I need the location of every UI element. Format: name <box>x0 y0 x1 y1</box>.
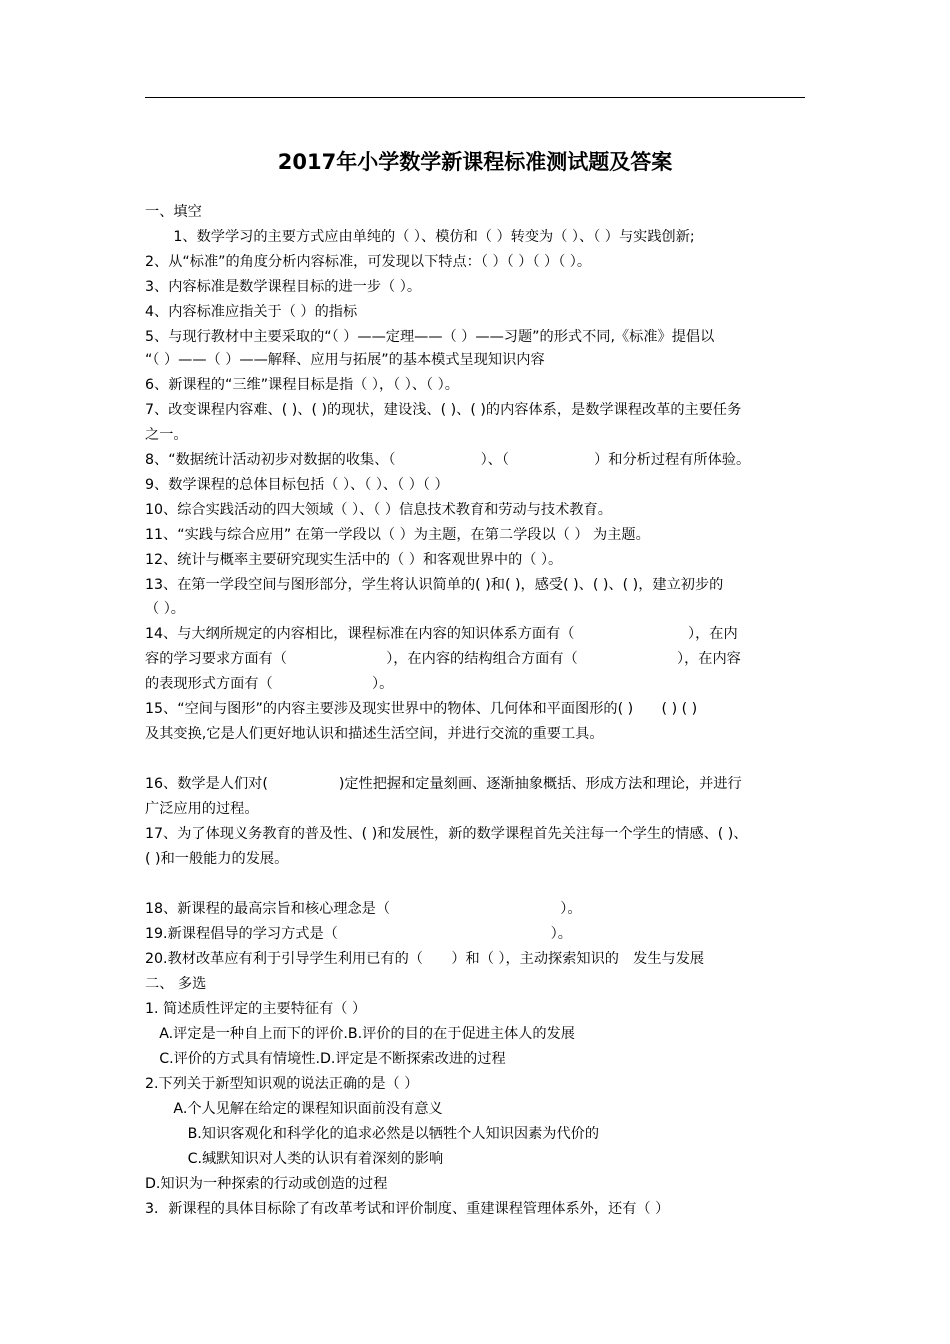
question-9: 9、数学课程的总体目标包括（ ）、（ ）、（ ）（ ） <box>145 477 449 493</box>
question-16-cont: 广泛应用的过程。 <box>145 801 259 817</box>
question-16: 16、数学是人们对( )定性把握和定量刻画、逐渐抽象概括、形成方法和理论，并进行 <box>145 776 742 792</box>
header-rule <box>145 97 805 98</box>
mc-1-options-cd: C.评价的方式具有情境性.D.评定是不断探索改进的过程 <box>145 1051 506 1067</box>
question-17-cont: ( )和一般能力的发展。 <box>145 851 289 867</box>
question-15-cont: 及其变换,它是人们更好地认识和描述生活空间，并进行交流的重要工具。 <box>145 726 604 742</box>
question-6: 6、新课程的“三维”课程目标是指（ ），（ ）、（ ）。 <box>145 377 459 393</box>
question-1: 1、数学学习的主要方式应由单纯的（ ）、模仿和（ ）转变为（ ）、（ ）与实践创新; <box>145 229 695 245</box>
question-4: 4、内容标准应指关于（ ）的指标 <box>145 304 358 320</box>
question-14-cont: 容的学习要求方面有（ ），在内容的结构组合方面有（ ），在内容 <box>145 651 741 667</box>
question-14: 14、与大纲所规定的内容相比，课程标准在内容的知识体系方面有（ ），在内 <box>145 626 738 642</box>
question-11: 11、“实践与综合应用” 在第一学段以（ ）为主题，在第二学段以（ ） 为主题。 <box>145 527 650 543</box>
question-8: 8、“数据统计活动初步对数据的收集、（ ）、（ ）和分析过程有所体验。 <box>145 452 751 468</box>
question-14-cont: 的表现形式方面有（ ）。 <box>145 676 394 692</box>
question-18: 18、新课程的最高宗旨和核心理念是（ ）。 <box>145 901 582 917</box>
mc-2-option-d: D.知识为一种探索的行动或创造的过程 <box>145 1176 388 1192</box>
question-7-cont: 之一。 <box>145 427 188 443</box>
question-15: 15、“空间与图形”的内容主要涉及现实世界中的物体、几何体和平面图形的( ) ( ) ( ) <box>145 701 698 717</box>
section-heading-multi: 二、 多选 <box>145 976 207 992</box>
mc-1-options-ab: A.评定是一种自上而下的评价.B.评价的目的在于促进主体人的发展 <box>145 1026 575 1042</box>
mc-2-option-b: B.知识客观化和科学化的追求必然是以牺牲个人知识因素为代价的 <box>145 1126 600 1142</box>
mc-2-option-c: C.缄默知识对人类的认识有着深刻的影响 <box>145 1151 444 1167</box>
question-10: 10、综合实践活动的四大领域（ ）、（ ）信息技术教育和劳动与技术教育。 <box>145 502 612 518</box>
page-title: 2017年小学数学新课程标准测试题及答案 <box>277 150 673 174</box>
question-13: 13、在第一学段空间与图形部分，学生将认识简单的( )和( )，感受( )、( )、( )，建立初步的 <box>145 577 724 593</box>
question-3: 3、内容标准是数学课程目标的进一步（ ）。 <box>145 279 422 295</box>
question-5: 5、与现行教材中主要采取的“（ ）——定理——（ ）——习题”的形式不同,《标准》提倡以 <box>145 329 715 345</box>
question-5-cont: “（ ）——（ ）——解释、应用与拓展”的基本模式呈现知识内容 <box>145 352 545 368</box>
question-12: 12、统计与概率主要研究现实生活中的（ ）和客观世界中的（ ）。 <box>145 552 563 568</box>
mc-question-1: 1. 简述质性评定的主要特征有（ ） <box>145 1001 367 1017</box>
section-heading-fill: 一、填空 <box>145 204 202 220</box>
question-7: 7、改变课程内容难、( )、( )的现状，建设浅、( )、( )的内容体系，是数学课程改革的主要任务 <box>145 402 742 418</box>
question-19: 19.新课程倡导的学习方式是（ ）。 <box>145 926 572 942</box>
question-17: 17、为了体现义务教育的普及性、( )和发展性，新的数学课程首先关注每一个学生的情感、( )、 <box>145 826 748 842</box>
question-13-cont: （ ）。 <box>145 601 185 617</box>
question-20: 20.教材改革应有利于引导学生利用已有的（ ）和（ ），主动探索知识的 发生与发展 <box>145 951 705 967</box>
mc-question-2: 2.下列关于新型知识观的说法正确的是（ ） <box>145 1076 419 1092</box>
question-2: 2、从“标准”的角度分析内容标准，可发现以下特点：（ ）（ ）（ ）（ ）。 <box>145 254 592 270</box>
mc-2-option-a: A.个人见解在给定的课程知识面前没有意义 <box>145 1101 443 1117</box>
mc-question-3: 3．新课程的具体目标除了有改革考试和评价制度、重建课程管理体系外，还有（ ） <box>145 1201 670 1217</box>
